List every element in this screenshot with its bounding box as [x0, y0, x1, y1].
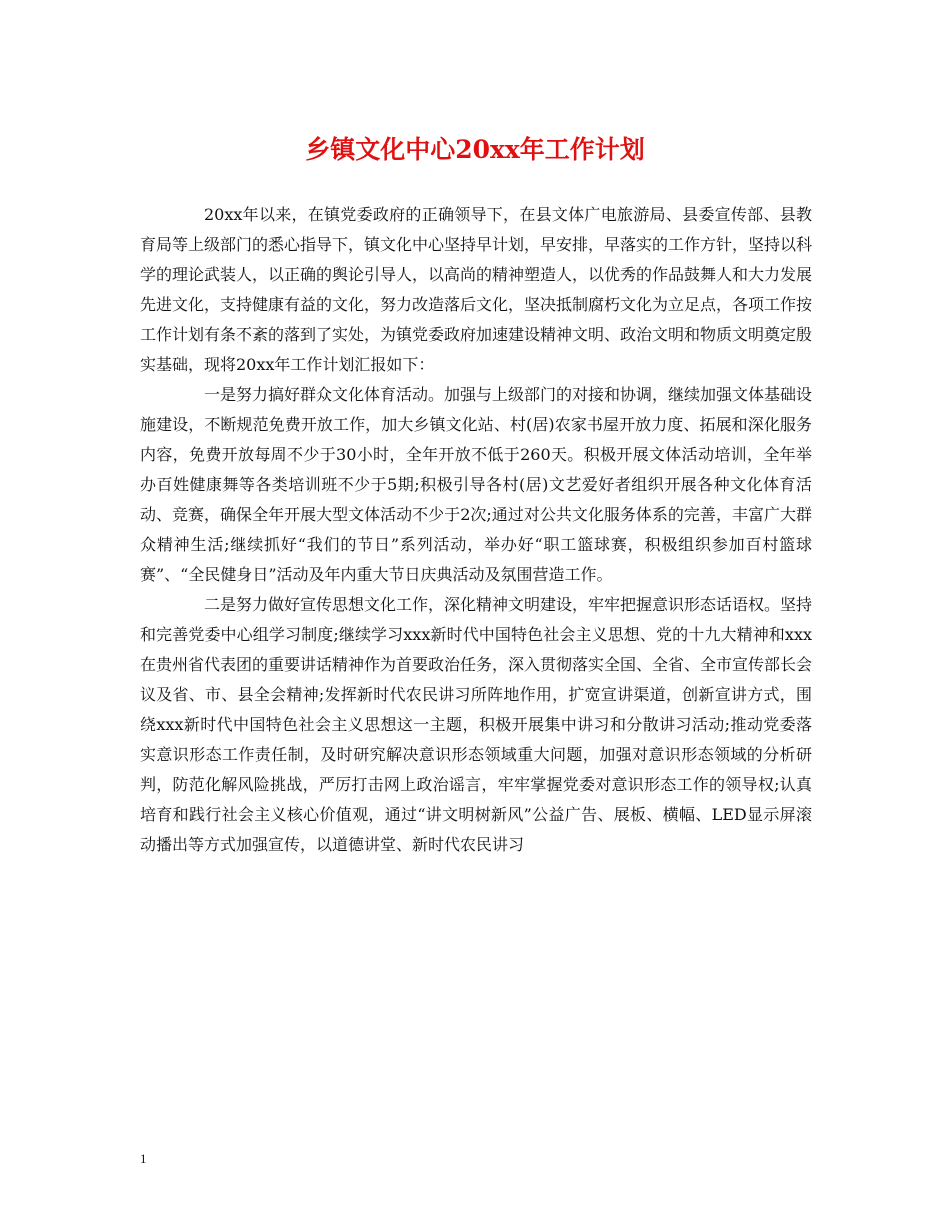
paragraph-intro: 20xx年以来，在镇党委政府的正确领导下，在县文体广电旅游局、县委宣传部、县教育局等上级部门的悉心指导下，镇文化中心坚持早计划，早安排，早落实的工作方针，坚持以科学的理论武装人，以正确的舆论引导人，以高尚的精神塑造人，以优秀的作品鼓舞人和大力发展先进文化，支持健康有益的文化，努力改造落后文化，坚决抵制腐朽文化为立足点，各项工作按工作计划有条不紊的落到了实处，为镇党委政府加速建设精神文明、政治文明和物质文明奠定殷实基础，现将20xx年工作计划汇报如下： [140, 205, 813, 374]
page-number: 1 [140, 1151, 147, 1166]
document-body [140, 200, 812, 860]
paragraph-one: 一是努力搞好群众文化体育活动。加强与上级部门的对接和协调，继续加强文体基础设施建设，不断规范免费开放工作，加大乡镇文化站、村(居)农家书屋开放力度、拓展和深化服务内容，免费开放每周不少于30小时，全年开放不低于260天。积极开展文体活动培训，全年举办百姓健康舞等各类培训班不少于5期;积极引导各村(居)文艺爱好者组织开展各种文化体育活动、竞赛，确保全年开展大型文体活动不少于2次;通过对公共文化服务体系的完善，丰富广大群众精神生活;继续抓好“我们的节日”系列活动，举办好“职工篮球赛，积极组织参加百村篮球赛”、“全民健身日”活动及年内重大节日庆典活动及氛围营造工作。 [140, 385, 813, 584]
document-title: 乡镇文化中心20xx年工作计划 [305, 135, 645, 164]
paragraph-two: 二是努力做好宣传思想文化工作，深化精神文明建设，牢牢把握意识形态话语权。坚持和完善党委中心组学习制度;继续学习xxx新时代中国特色社会主义思想、党的十九大精神和xxx在贵州省代表团的重要讲话精神作为首要政治任务，深入贯彻落实全国、全省、全市宣传部长会议及省、市、县全会精神;发挥新时代农民讲习所阵地作用，扩宽宣讲渠道，创新宣讲方式，围绕xxx新时代中国特色社会主义思想这一主题，积极开展集中讲习和分散讲习活动;推动党委落实意识形态工作责任制，及时研究解决意识形态领域重大问题，加强对意识形态领域的分析研判，防范化解风险挑战，严厉打击网上政治谣言，牢牢掌握党委对意识形态工作的领导权;认真培育和践行社会主义核心价值观，通过“讲文明树新风”公益广告、展板、横幅、LED显示屏滚动播出等方式加强宣传，以道德讲堂、新时代农民讲习 [140, 595, 813, 854]
